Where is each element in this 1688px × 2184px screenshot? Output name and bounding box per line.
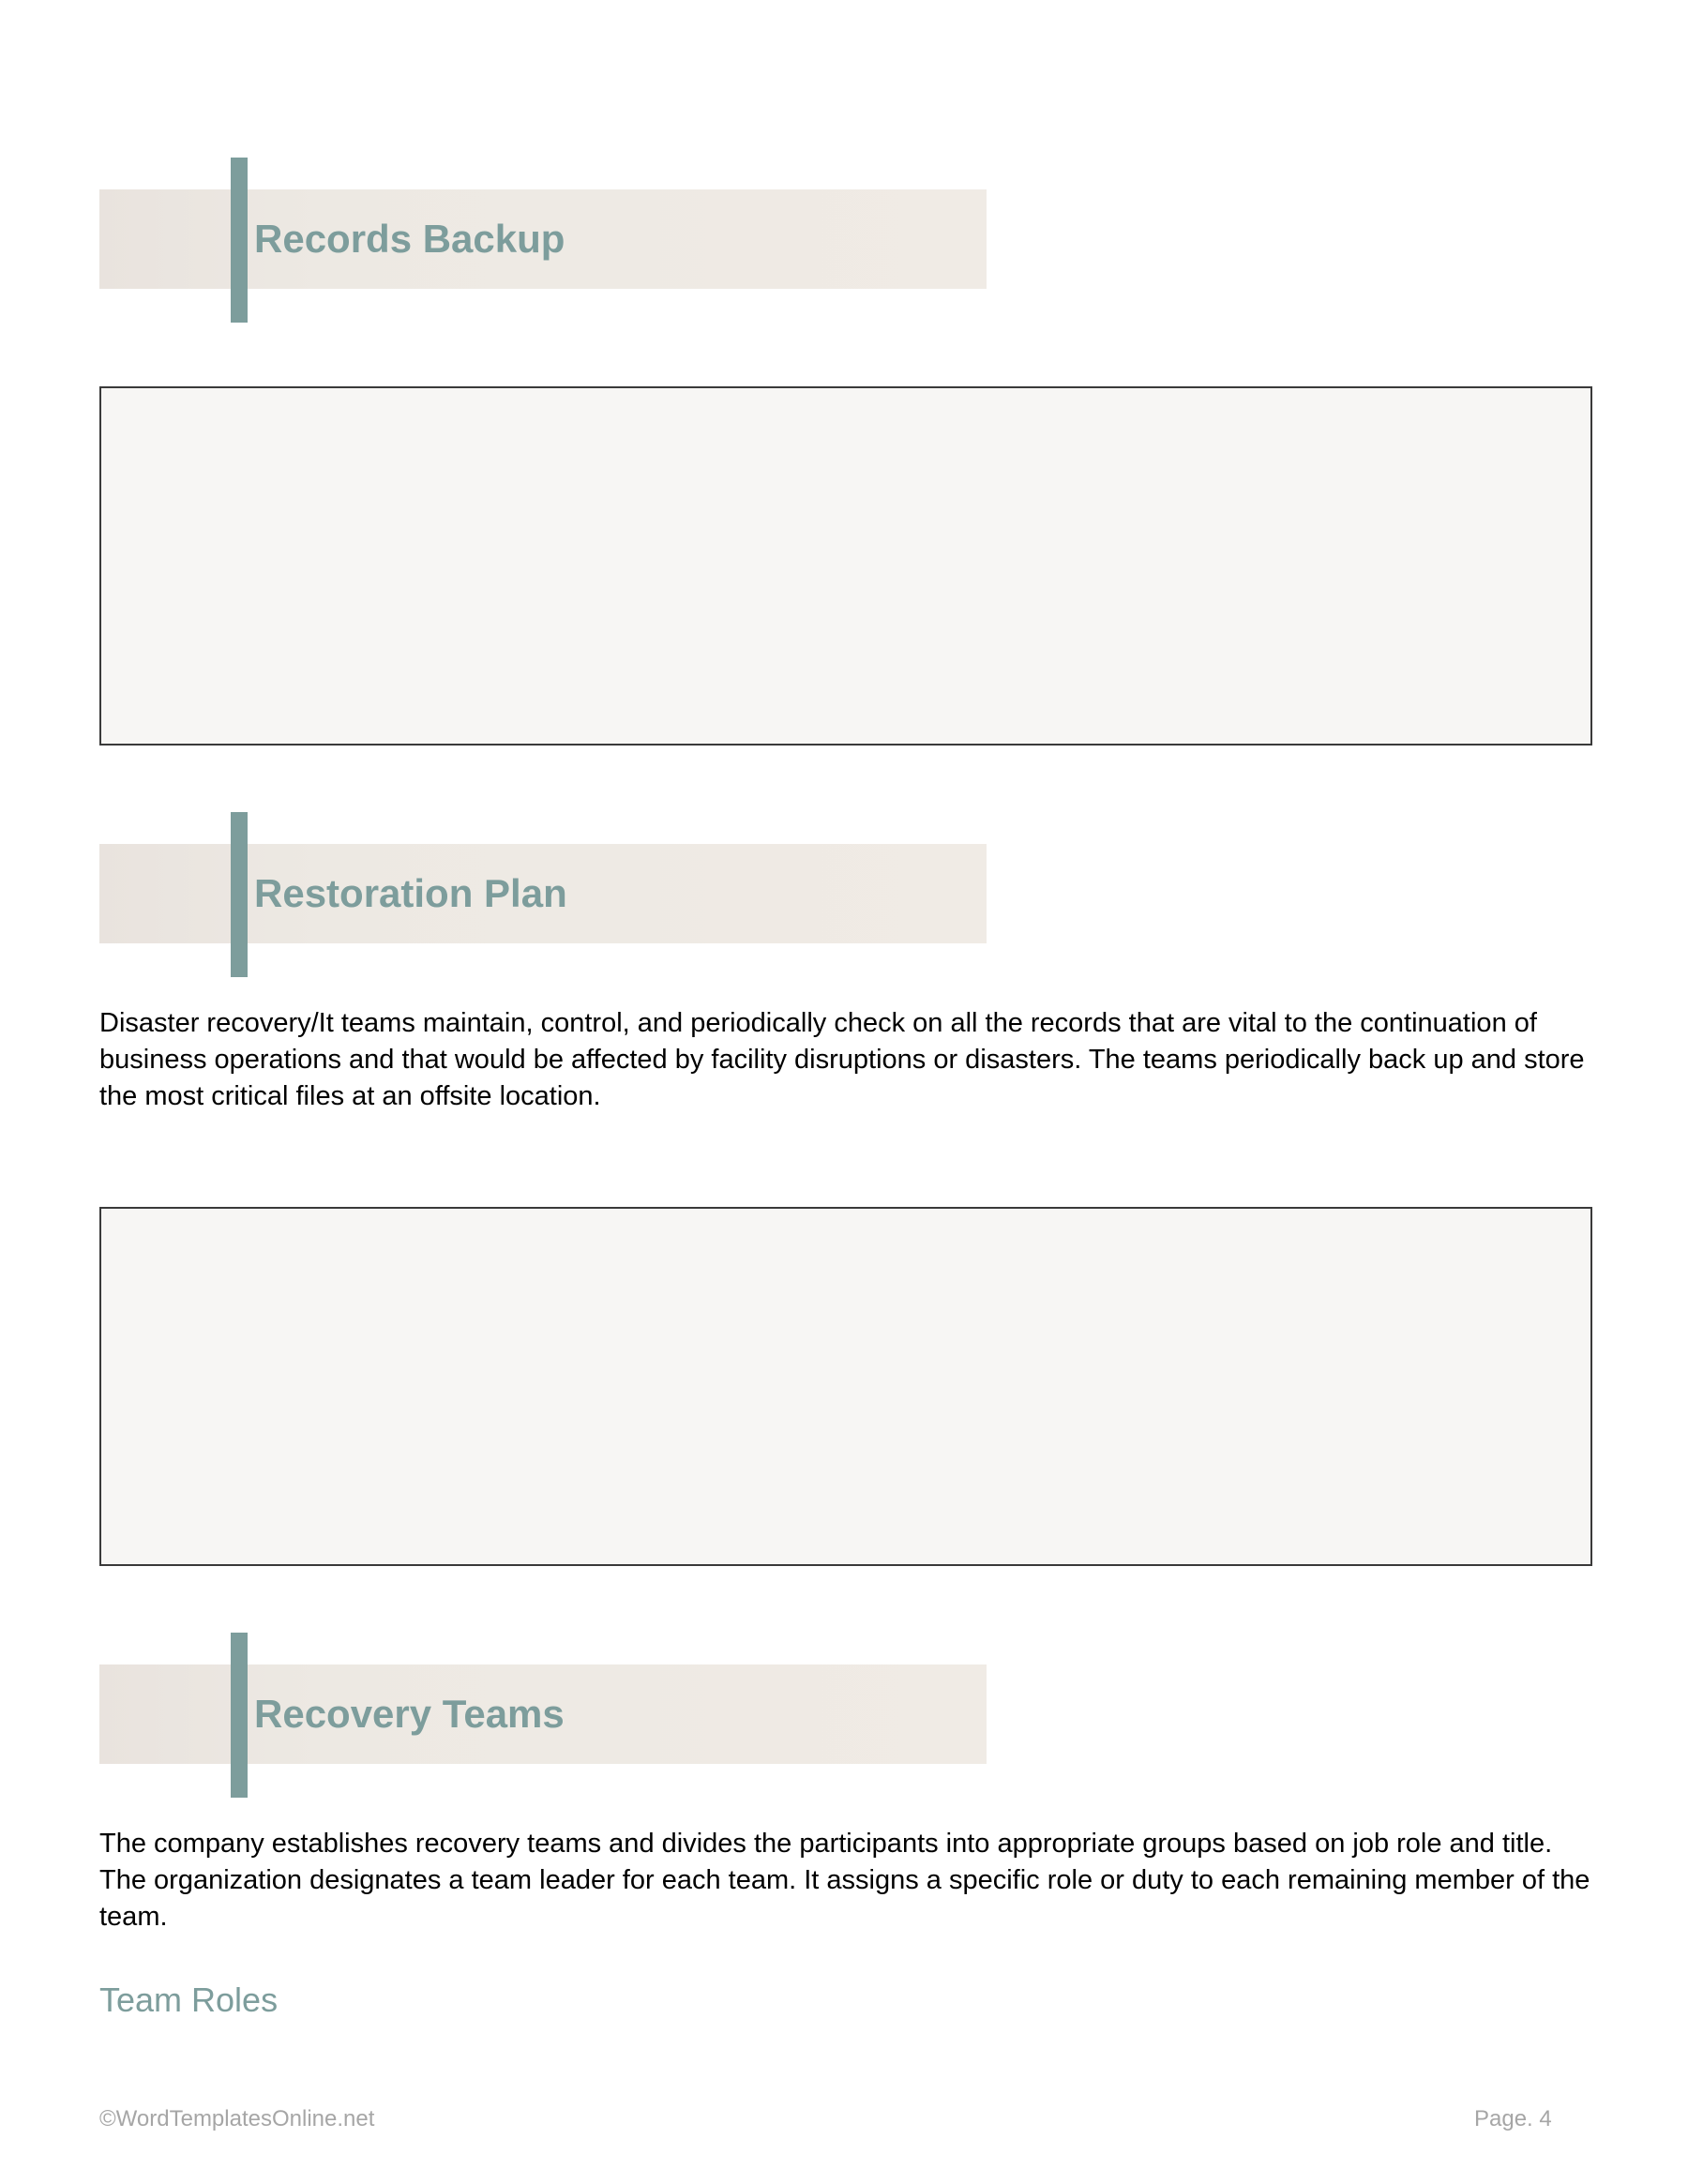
section-heading-records-backup — [99, 158, 987, 323]
heading-accent-bar — [231, 158, 248, 323]
restoration-plan-text-box[interactable] — [99, 1207, 1592, 1566]
section-title-recovery-teams: Recovery Teams — [254, 1692, 565, 1736]
team-roles-subheading: Team Roles — [99, 1981, 279, 2019]
footer-page-number: Page. 4 — [1474, 2106, 1552, 2131]
records-backup-text-box[interactable] — [99, 386, 1592, 746]
heading-accent-bar — [231, 1633, 248, 1798]
heading-accent-bar — [231, 812, 248, 977]
footer-copyright: ©WordTemplatesOnline.net — [99, 2106, 375, 2131]
section-title-records-backup: Records Backup — [254, 217, 565, 261]
recovery-teams-paragraph: The company establishes recovery teams and divides the participants into appropriate groups based on job role and title. The organization designates a team leader for each team. It assigns a specific role or duty to each remaining member of the team. — [99, 1829, 1590, 1932]
restoration-plan-paragraph: Disaster recovery/It teams maintain, control, and periodically check on all the records that are vital to the continuation of business operations and that would be affected by facility disruptions or disasters. The teams periodically back up and store the most critical files at an offsite location. — [99, 1008, 1585, 1111]
section-heading-recovery-teams — [99, 1633, 987, 1798]
section-title-restoration-plan: Restoration Plan — [254, 871, 567, 915]
section-heading-restoration-plan — [99, 812, 987, 977]
